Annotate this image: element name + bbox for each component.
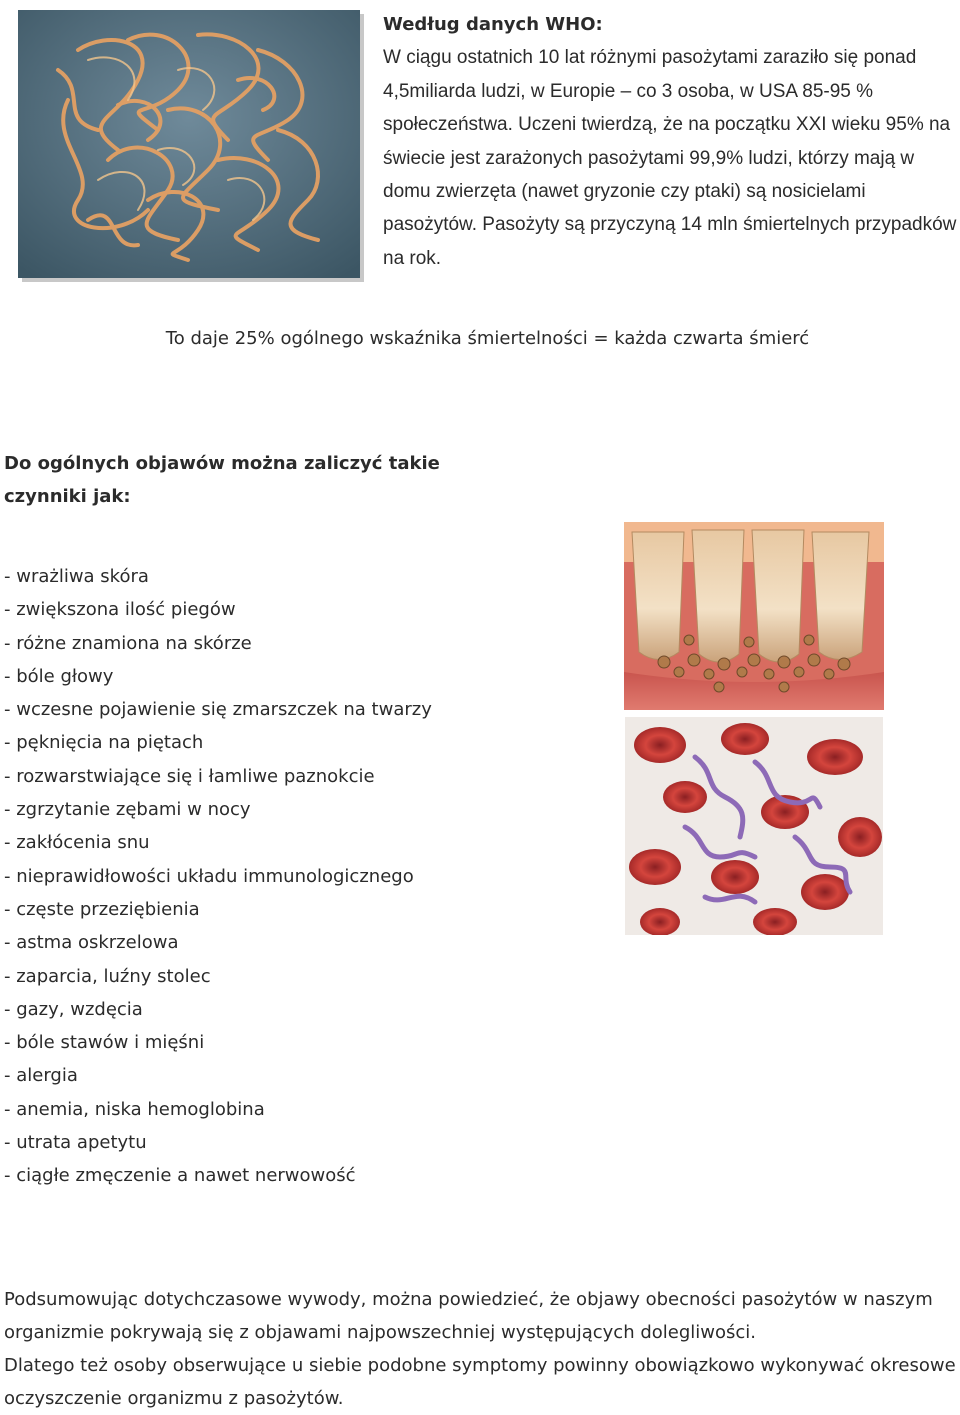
who-title: Według danych WHO: [383, 14, 603, 35]
summary-line: oczyszczenie organizmu z pasożytów. [4, 1388, 344, 1409]
symptom-item: - nieprawidłowości układu immunologicznego [4, 865, 414, 887]
symptom-item: - bóle stawów i mięśni [4, 1032, 205, 1054]
symptom-item: - zakłócenia snu [4, 832, 150, 854]
symptom-item: - anemia, niska hemoglobina [4, 1098, 265, 1120]
symptom-list [4, 560, 604, 1193]
blood-cells-photo [625, 717, 883, 935]
symptom-item: - wczesne pojawienie się zmarszczek na twarzy [4, 699, 432, 721]
symptom-item: - utrata apetytu [4, 1132, 147, 1154]
symptom-item: - zgrzytanie zębami w nocy [4, 799, 251, 821]
teeth-photo [624, 522, 884, 710]
symptom-item: - różne znamiona na skórze [4, 632, 252, 654]
summary-line: organizmie pokrywają się z objawami najpowszechniej występujących dolegliwości. [4, 1322, 756, 1343]
who-statistics-block [383, 8, 958, 275]
symptom-item: - częste przeziębienia [4, 898, 200, 920]
summary-block [4, 1283, 960, 1415]
summary-line: Dlatego też osoby obserwujące u siebie podobne symptomy powinny obowiązkowo wykonywać okresowe [4, 1355, 956, 1376]
symptom-item: - rozwarstwiające się i łamliwe paznokcie [4, 765, 375, 787]
symptom-item: - bóle głowy [4, 665, 114, 687]
mortality-statement: To daje 25% ogólnego wskaźnika śmiertelności = każda czwarta śmierć [165, 328, 810, 349]
symptom-item: - wrażliwa skóra [4, 566, 149, 587]
symptom-item: - pęknięcia na piętach [4, 732, 204, 754]
worms-photo [18, 10, 360, 278]
symptom-item: - zwiększona ilość piegów [4, 599, 236, 621]
symptom-item: - zaparcia, luźny stolec [4, 965, 211, 987]
symptom-item: - alergia [4, 1065, 78, 1087]
symptom-item: - gazy, wzdęcia [4, 998, 143, 1020]
who-body: W ciągu ostatnich 10 lat różnymi pasożytami zaraziło się ponad 4,5miliarda ludzi, w Europie – co 3 osoba, w USA 85-95 % społeczeństwa. Uczeni twierdzą, że na początku XXI wieku 95% na świecie jest zarażonych pasożytami 99,9% ludzi, którzy mają w domu zwierzęta (nawet gryzonie czy ptaki) są nosicielami pasożytów. Pasożyty są przyczyną 14 mln śmiertelnych przypadków na rok. [383, 47, 957, 269]
symptom-item: - ciągłe zmęczenie a nawet nerwowość [4, 1165, 356, 1187]
summary-line: Podsumowując dotychczasowe wywody, można powiedzieć, że objawy obecności pasożytów w naszym [4, 1289, 933, 1310]
symptom-item: - astma oskrzelowa [4, 932, 179, 954]
symptoms-heading: Do ogólnych objawów można zaliczyć takie czynniki jak: [4, 453, 440, 507]
